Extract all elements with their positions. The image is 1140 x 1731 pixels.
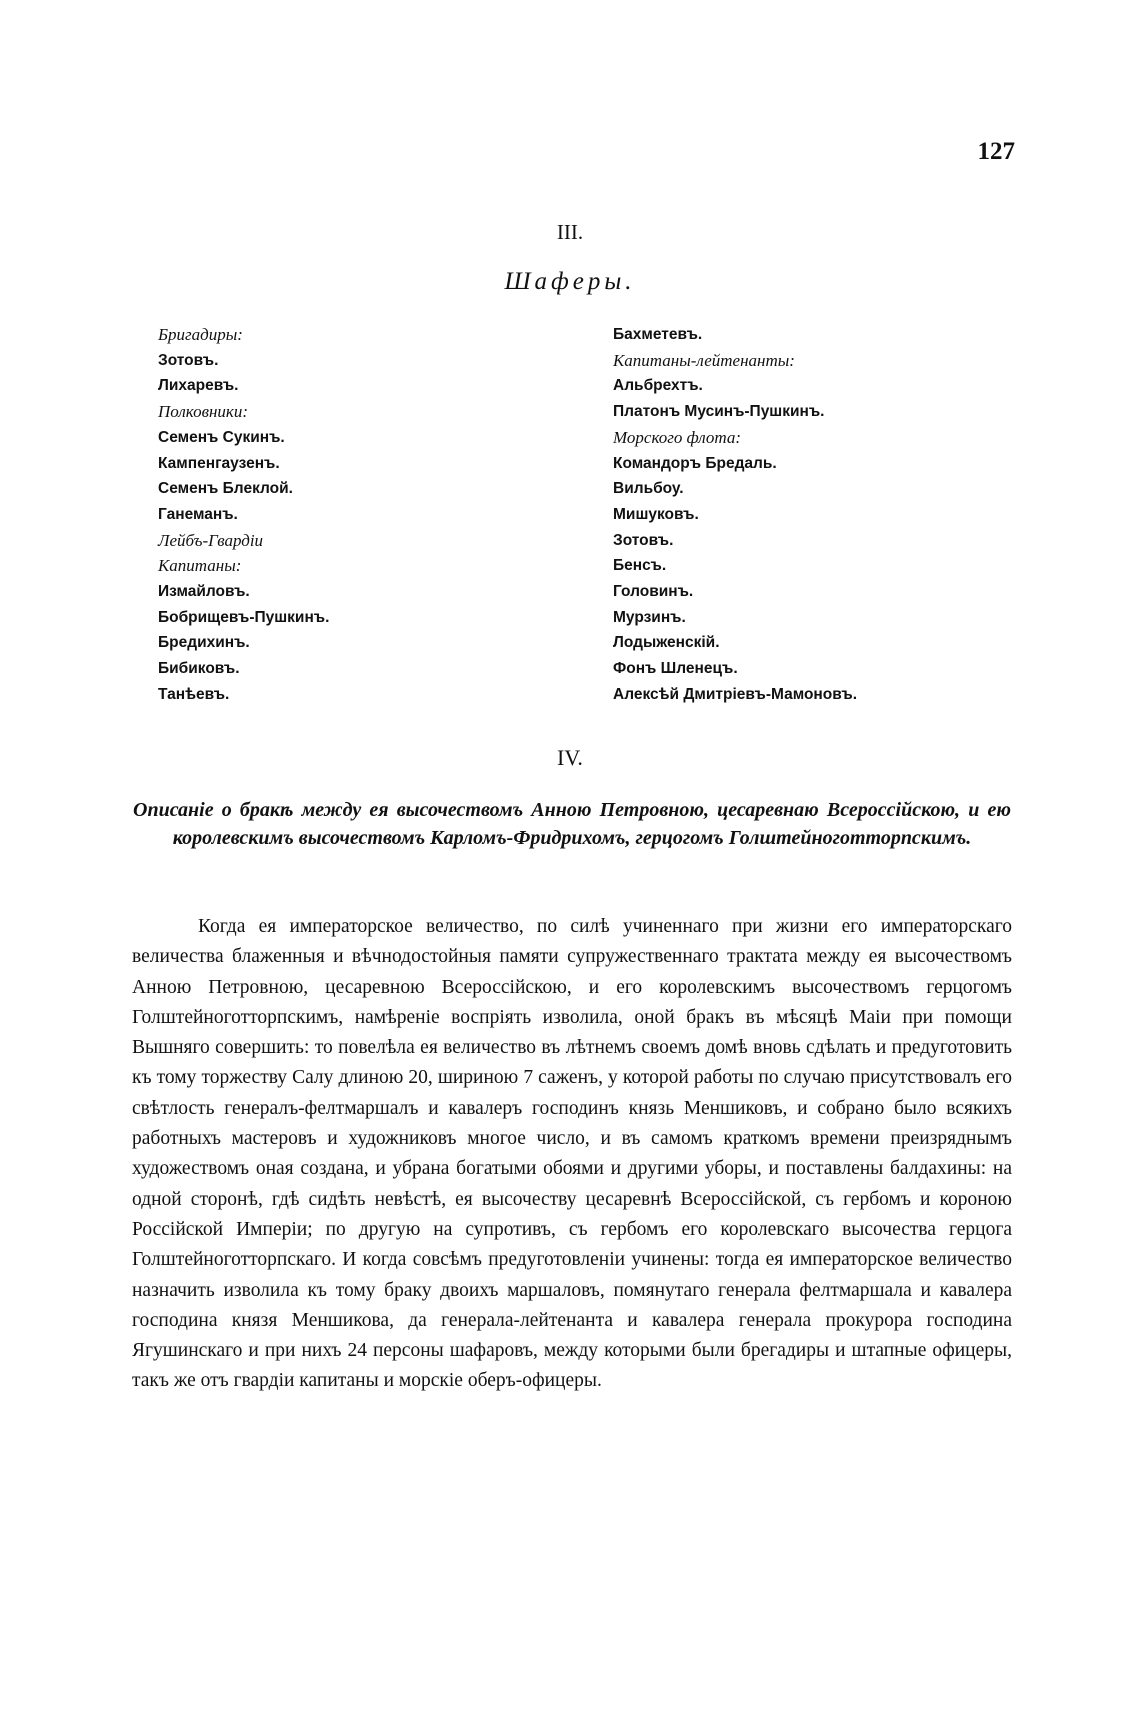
list-item: Семенъ Сукинъ. bbox=[158, 428, 285, 446]
list-item: Измайловъ. bbox=[158, 583, 250, 601]
list-item: Мишуковъ. bbox=[613, 505, 699, 523]
list-item: Бобрищевъ-Пушкинъ. bbox=[158, 608, 330, 626]
section-four-title: Описанiе о бракѣ между ея высочествомъ Анною Петровною, цесаревнаю Всероссiйскою, и ею королевскимъ высочествомъ Карломъ-Фридрихомъ, герцогомъ Голштейноготторпскимъ. bbox=[133, 799, 1011, 849]
list-item: Зотовъ. bbox=[613, 531, 674, 549]
list-item: Бибиковъ. bbox=[158, 660, 240, 678]
list-heading: Морского флота: bbox=[613, 427, 742, 447]
left-name-list bbox=[158, 322, 329, 708]
list-item: Семенъ Блеклой. bbox=[158, 480, 293, 498]
list-item: Лихаревъ. bbox=[158, 377, 239, 395]
list-item: Бредихинъ. bbox=[158, 634, 250, 652]
list-heading: Капитаны: bbox=[158, 556, 242, 576]
list-item: Бенсъ. bbox=[613, 557, 667, 575]
list-item: Лодыженскiй. bbox=[613, 634, 720, 652]
right-name-list bbox=[613, 322, 857, 708]
list-item: Ганеманъ. bbox=[158, 505, 238, 523]
list-item: Зотовъ. bbox=[158, 351, 219, 369]
list-item: Танѣевъ. bbox=[158, 685, 230, 703]
section-three-title: Шаферы. bbox=[504, 268, 636, 295]
list-item: Бахметевъ. bbox=[613, 326, 703, 343]
list-item: Мурзинъ. bbox=[613, 608, 686, 626]
list-heading: Капитаны-лейтенанты: bbox=[613, 350, 795, 370]
list-item: Алексѣй Дмитрiевъ-Мамоновъ. bbox=[613, 685, 858, 703]
list-item: Головинъ. bbox=[613, 583, 694, 601]
list-item: Вильбоу. bbox=[613, 480, 684, 498]
list-item: Кампенгаузенъ. bbox=[158, 454, 280, 472]
list-item: Командоръ Бредаль. bbox=[613, 454, 777, 472]
list-heading: Лейбъ-Гвардiи bbox=[158, 530, 264, 550]
body-paragraph: Когда ея императорское величество, по силѣ учиненнаго при жизни его императорскаго величества блаженныя и вѣчнодостойныя памяти супружественнаго трактата между ея высочествомъ Анною Петровною, цесаревною Всероссiйскою, и его королевскимъ высочествомъ герцогомъ Голштейноготторпскимъ, намѣренiе воспрiять изволила, оной бракъ въ мѣсяцѣ Маiи при помощи Вышняго совершить: то повелѣла ея величество въ лѣтнемъ своемъ домѣ вновь сдѣлать и предуготовить къ тому торжеству Салу длиною 20, шириною 7 саженъ, у которой работы по случаю присутствовалъ его свѣтлость генералъ-фелтмаршалъ и кавалеръ господинъ князь Меншиковъ, и собрано было всякихъ работныхъ мастеровъ и художниковъ многое число, и въ самомъ краткомъ времени преизряднымъ художествомъ оная создана, и убрана богатыми обоями и другими уборы, и поставлены балдахины: на одной сторонѣ, гдѣ сидѣть невѣстѣ, ея высочеству цесаревнѣ Всероссiйской, съ гербомъ и короною Россiйской Имперiи; по другую на супротивъ, съ гербомъ его королевскаго высочества герцога Голштейноготторпскаго. И когда совсѣмъ предуготовленiи учинены: тогда ея императорское величество назначить изволила къ тому браку двоихъ маршаловъ, помянутаго генерала фелтмаршала и кавалера господина князя Меншикова, да генерала-лейтенанта и кавалера генерала прокурора господина Ягушинскаго и при нихъ 24 персоны шафаровъ, между которыми были брегадиры и штапные офицеры, такъ же отъ гвардiи капитаны и морскiе оберъ-офицеры. bbox=[132, 916, 1012, 1392]
section-three-numeral: III. bbox=[556, 220, 584, 244]
list-item: Альбрехтъ. bbox=[613, 377, 703, 395]
list-heading: Полковники: bbox=[158, 402, 248, 422]
page-number: 127 bbox=[977, 138, 1015, 165]
list-item: Платонъ Мусинъ-Пушкинъ. bbox=[613, 403, 825, 421]
section-four-numeral: IV. bbox=[557, 745, 583, 770]
list-heading: Бригадиры: bbox=[158, 325, 243, 344]
list-item: Фонъ Шленецъ. bbox=[613, 660, 738, 678]
